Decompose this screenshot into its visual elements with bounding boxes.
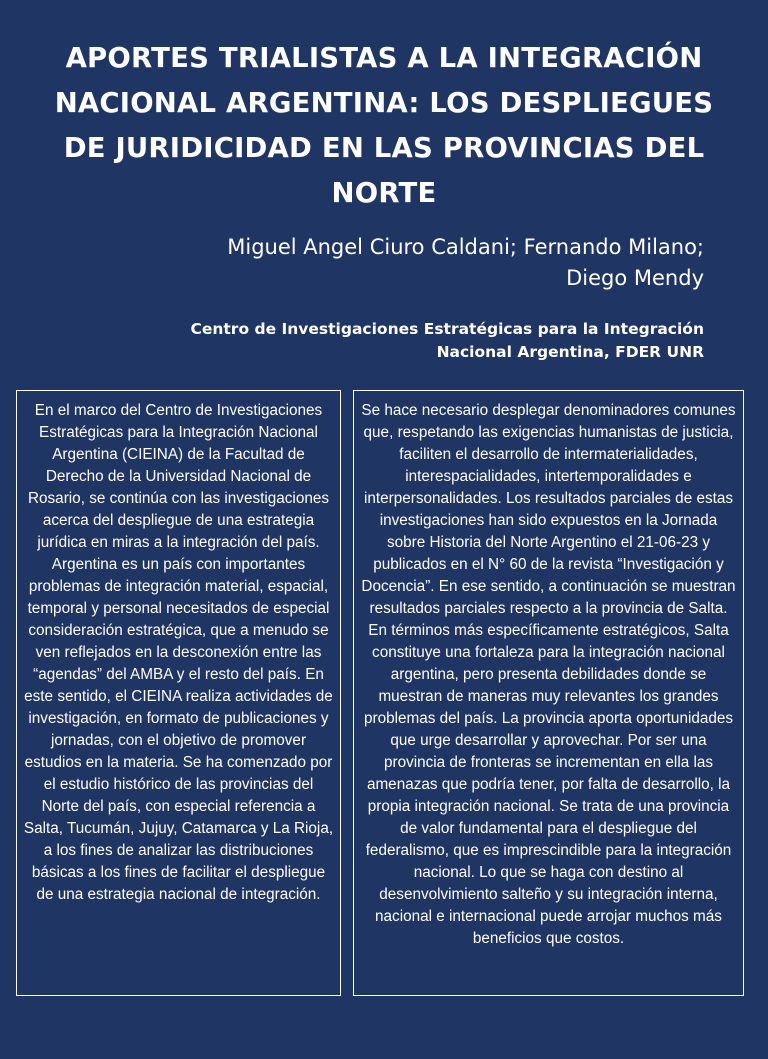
right-column-box: [353, 390, 744, 996]
affiliation-line-1: Centro de Investigaciones Estratégicas para la Integración: [190, 320, 704, 338]
left-column-box: [16, 390, 341, 996]
right-column-text: Se hace necesario desplegar denominadores comunes que, respetando las exigencias humanistas de justicia, faciliten el desarrollo de intermaterialidades, interespacialidades, intertemporalidades e interpersonalidades. Los resultados parciales de estas investigaciones han sido expuestos en la Jornada sobre Historia del Norte Argentino el 21-06-23 y publicados en el N° 60 de la revista “Investigación y Docencia”. En ese sentido, a continuación se muestran resultados parciales respecto a la provincia de Salta. En términos más específicamente estratégicos, Salta constituye una fortaleza para la integración nacional argentina, pero presenta debilidades donde se muestran de maneras muy relevantes los grandes problemas del país. La provincia aporta oportunidades que urge desarrollar y aprovechar. Por ser una provincia de fronteras se incrementan en ella las amenazas que podría tener, por falta de desarrollo, la propia integración nacional. Se trata de una provincia de valor fundamental para el despliegue del federalismo, que es imprescindible para la integración nacional. Lo que se haga con destino al desenvolvimiento salteño y su integración interna, nacional e internacional puede arrojar muchos más beneficios que costos.: [361, 402, 736, 947]
authors-line-1: Miguel Angel Ciuro Caldani; Fernando Milano;: [227, 235, 704, 259]
page-title: APORTES TRIALISTAS A LA INTEGRACIÓN NACIONAL ARGENTINA: LOS DESPLIEGUES DE JURIDICIDAD EN LAS PROVINCIAS DEL NORTE: [54, 42, 714, 209]
affiliation: [84, 318, 704, 364]
affiliation-line-2: Nacional Argentina, FDER UNR: [436, 343, 704, 361]
authors-line-2: Diego Mendy: [566, 266, 704, 290]
authors: [104, 232, 704, 294]
left-column-text: En el marco del Centro de Investigaciones Estratégicas para la Integración Nacional Argentina (CIEINA) de la Facultad de Derecho de la Universidad Nacional de Rosario, se continúa con las investigaciones acerca del despliegue de una estrategia jurídica en miras a la integración del país. Argentina es un país con importantes problemas de integración material, espacial, temporal y personal necesitados de especial consideración estratégica, que a menudo se ven reflejados en la desconexión entre las “agendas” del AMBA y el resto del país. En este sentido, el CIEINA realiza actividades de investigación, en formato de publicaciones y jornadas, con el objetivo de promover estudios en la materia. Se ha comenzado por el estudio histórico de las provincias del Norte del país, con especial referencia a Salta, Tucumán, Jujuy, Catamarca y La Rioja, a los fines de analizar las distribuciones básicas a los fines de facilitar el despliegue de una estrategia nacional de integración.: [23, 402, 334, 903]
